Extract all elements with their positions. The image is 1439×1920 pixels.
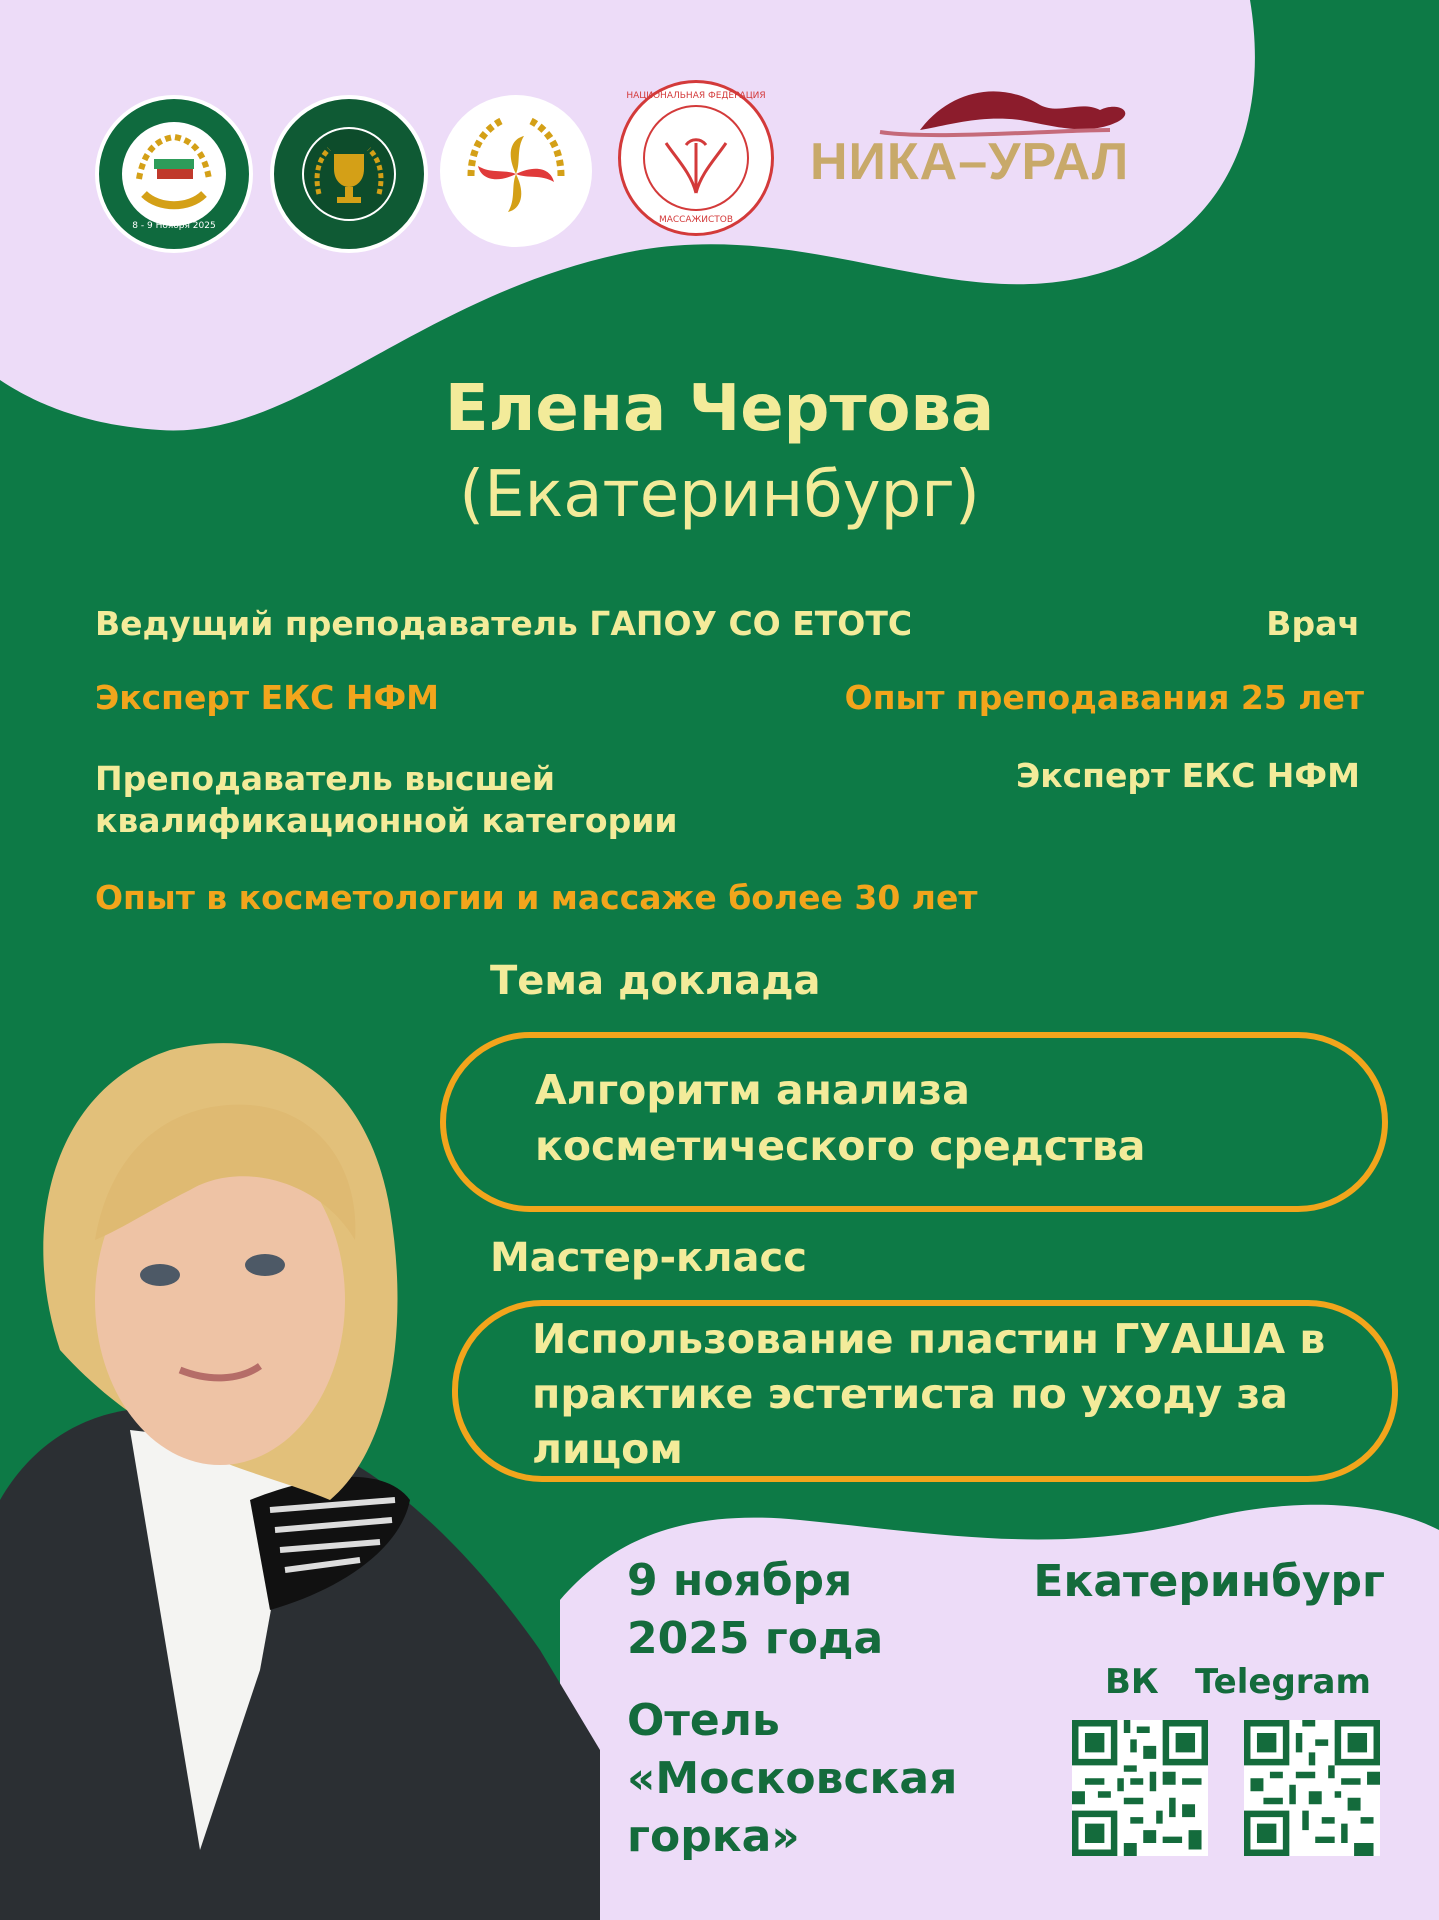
event-date: 9 ноября 2025 года <box>627 1555 884 1664</box>
federation-bottom-text: МАССАЖИСТОВ <box>658 215 734 225</box>
national-federation-logo <box>618 80 774 236</box>
vk-qr-code[interactable] <box>1072 1720 1208 1856</box>
telegram-link[interactable]: Telegram <box>1195 1662 1371 1702</box>
report-topic: Алгоритм анализа косметического средства <box>535 1066 1146 1170</box>
credential-teaching-experience: Опыт преподавания 25 лет <box>844 678 1364 717</box>
speaker-name: Елена Чертова <box>444 372 995 446</box>
credential-doctor: Врач <box>1266 604 1360 643</box>
masterclass-heading: Мастер-класс <box>490 1235 807 1281</box>
event-venue: Отель «Московская горка» <box>627 1695 958 1862</box>
championship-logo <box>270 95 428 253</box>
speaker-city: (Екатеринбург) <box>459 458 980 532</box>
forum-logo-date: 8 - 9 Ноября 2025 <box>132 221 216 231</box>
federation-emblem-logo <box>440 95 592 247</box>
federation-top-text: НАЦИОНАЛЬНАЯ ФЕДЕРАЦИЯ <box>626 91 766 101</box>
masterclass-topic: Использование пластин ГУАША в практике эстетиста по уходу за лицом <box>532 1315 1326 1473</box>
brand-swoosh-icon <box>810 70 1190 140</box>
forum-logo <box>95 95 253 253</box>
credential-expert-left: Эксперт ЕКС НФМ <box>95 678 440 717</box>
credential-qualification: Преподаватель высшей квалификационной категории <box>95 759 678 840</box>
sun-swirl-icon <box>441 96 591 246</box>
nika-ural-logo <box>810 70 1190 200</box>
brand-name: НИКА–УРАЛ <box>810 133 1130 191</box>
telegram-qr-code[interactable] <box>1244 1720 1380 1856</box>
speaker-photo <box>0 1030 600 1920</box>
event-city: Екатеринбург <box>1033 1556 1385 1607</box>
vk-link[interactable]: ВК <box>1105 1662 1159 1702</box>
hands-dove-icon <box>621 83 771 233</box>
credential-expert-right: Эксперт ЕКС НФМ <box>1015 756 1360 795</box>
credential-lead-teacher: Ведущий преподаватель ГАПОУ СО ЕТОТС <box>95 604 913 643</box>
trophy-icon <box>274 99 424 249</box>
report-heading: Тема доклада <box>490 958 821 1004</box>
credential-experience: Опыт в косметологии и массаже более 30 лет <box>95 878 978 917</box>
